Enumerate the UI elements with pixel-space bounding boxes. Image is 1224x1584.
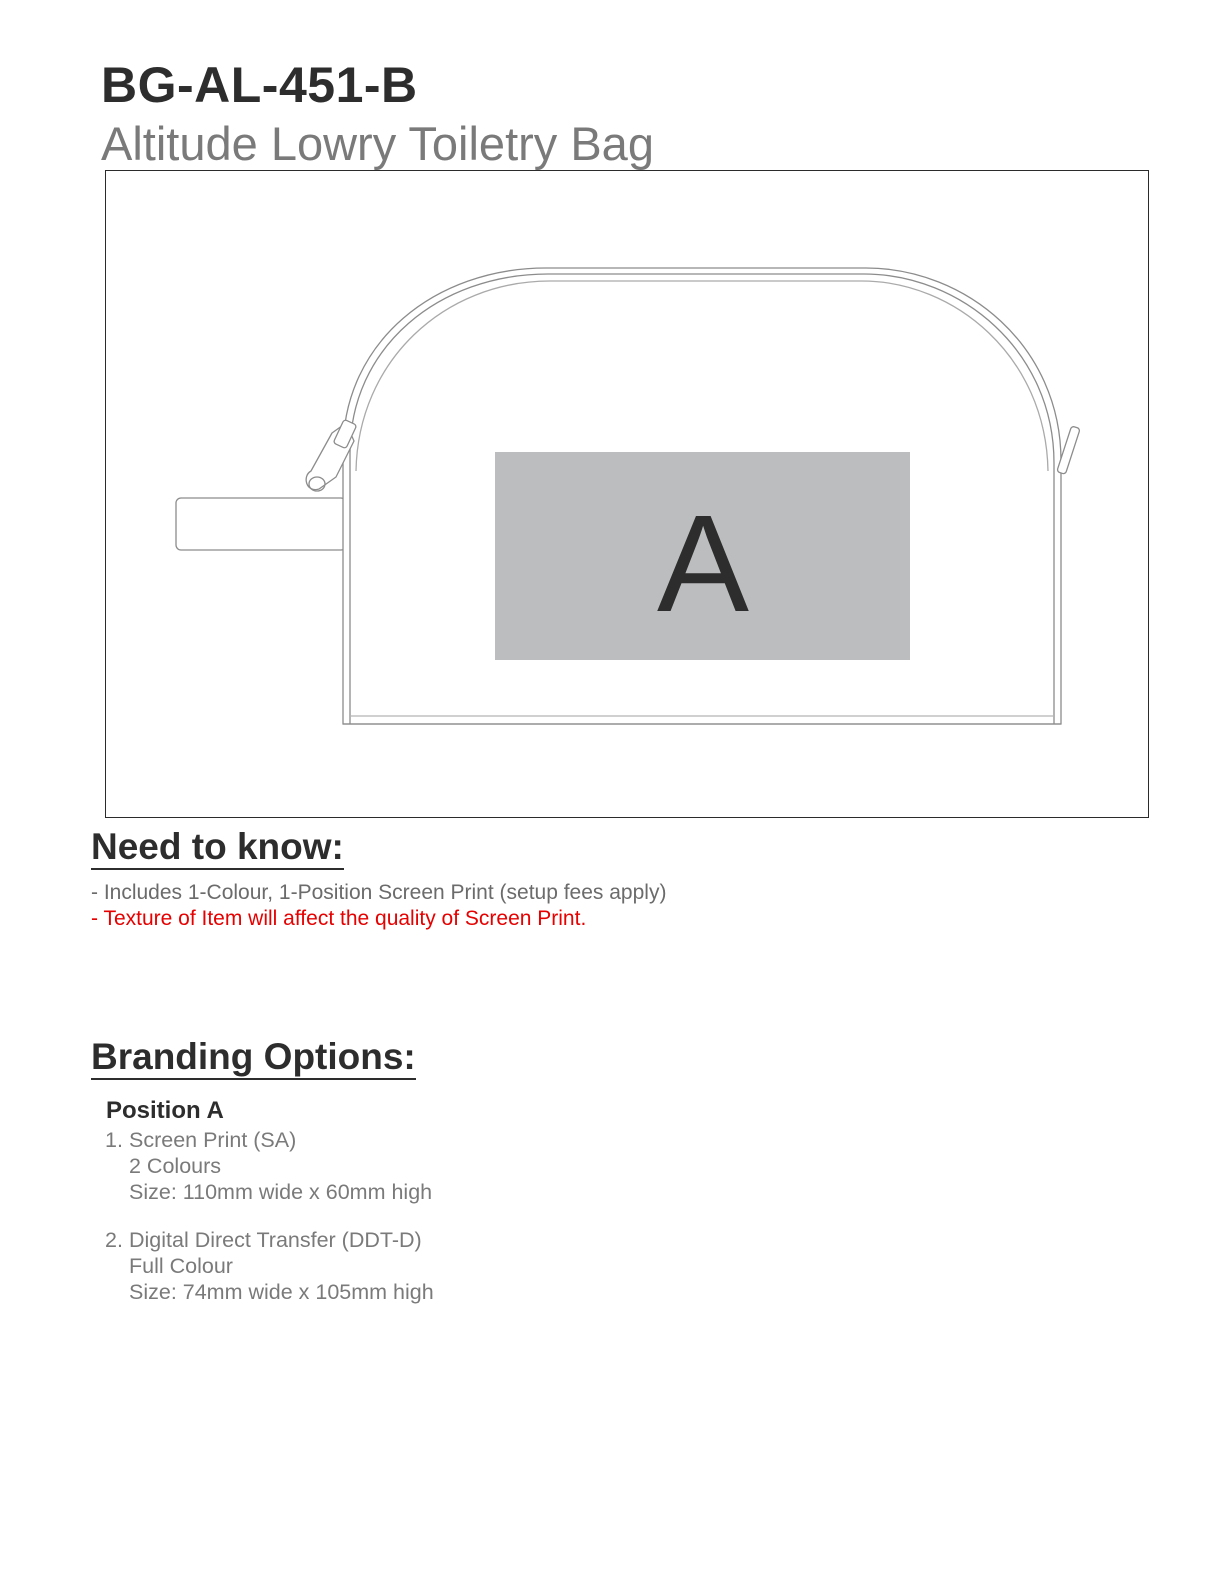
side-handle-loop — [176, 498, 346, 550]
option-method: Digital Direct Transfer (DDT-D) — [129, 1228, 422, 1252]
option-number: 2. — [105, 1228, 123, 1252]
product-name: Altitude Lowry Toiletry Bag — [101, 117, 654, 170]
note-setup-fees: - Includes 1-Colour, 1-Position Screen Print (setup fees apply) — [91, 881, 667, 904]
product-code: BG-AL-451-B — [101, 57, 418, 113]
option-colours: Full Colour — [129, 1254, 233, 1278]
need-to-know-heading: Need to know: — [91, 826, 344, 870]
option-method: Screen Print (SA) — [129, 1128, 297, 1152]
toiletry-bag-drawing — [106, 171, 1150, 819]
option-size: Size: 74mm wide x 105mm high — [129, 1280, 434, 1304]
note-texture-warning: - Texture of Item will affect the quality of Screen Print. — [91, 907, 587, 930]
option-number: 1. — [105, 1128, 123, 1152]
branding-options-heading: Branding Options: — [91, 1036, 416, 1080]
product-illustration-frame — [105, 170, 1149, 818]
position-a-title: Position A — [106, 1097, 224, 1124]
position-label: A — [656, 487, 750, 641]
option-colours: 2 Colours — [129, 1154, 222, 1178]
option-size: Size: 110mm wide x 60mm high — [129, 1180, 433, 1204]
